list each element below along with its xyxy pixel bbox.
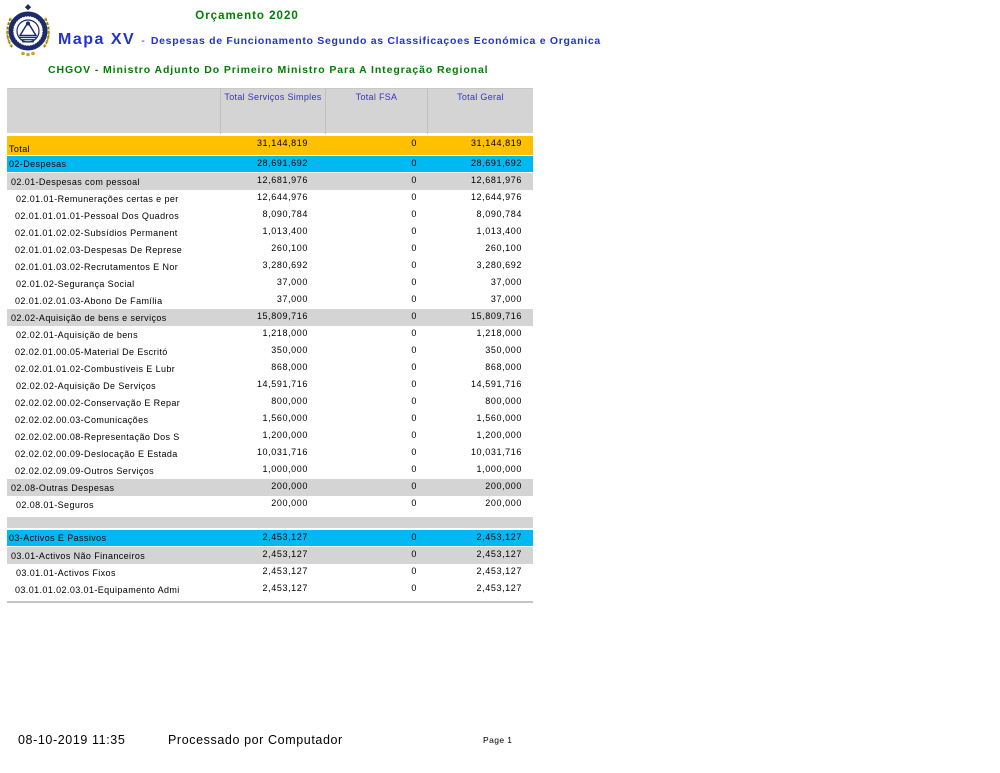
column-header-total-geral: Total Geral [427, 89, 533, 134]
row-value: 1,218,000 [262, 328, 308, 338]
row-value: 200,000 [485, 498, 522, 508]
row-label: 02.01.02.01.03-Abono De Família [15, 296, 163, 306]
row-value: 1,560,000 [262, 413, 308, 423]
row-value: 200,000 [271, 481, 308, 491]
row-label: 02.02.01.00.05-Material De Escritó [15, 347, 168, 357]
row-label: 02.08.01-Seguros [16, 500, 94, 510]
table-row [7, 241, 533, 258]
table-row [7, 428, 533, 445]
row-value: 0 [411, 345, 417, 355]
row-value: 10,031,716 [256, 447, 308, 457]
row-value: 0 [411, 379, 417, 389]
row-label: 02.01.01.02.03-Despesas De Represe [15, 245, 183, 255]
row-value: 37,000 [490, 294, 522, 304]
row-value: 28,691,692 [256, 158, 308, 168]
organization-subtitle: CHGOV - Ministro Adjunto Do Primeiro Ministro Para A Integração Regional [48, 64, 489, 76]
row-value: 31,144,819 [470, 138, 522, 148]
row-value: 1,218,000 [476, 328, 522, 338]
row-value: 15,809,716 [470, 311, 522, 321]
row-value: 8,090,784 [262, 209, 308, 219]
row-value: 260,100 [485, 243, 522, 253]
row-label: 02.01.02-Segurança Social [16, 279, 135, 289]
row-value: 2,453,127 [262, 566, 308, 576]
row-value: 200,000 [271, 498, 308, 508]
row-value: 0 [411, 566, 417, 576]
row-value: 14,591,716 [470, 379, 522, 389]
row-value: 2,453,127 [262, 532, 308, 542]
row-value: 1,200,000 [476, 430, 522, 440]
row-label: 02.02.02.00.02-Conservação E Repar [15, 398, 181, 408]
row-value: 1,013,400 [476, 226, 522, 236]
row-value: 0 [411, 260, 417, 270]
row-label: 03.01.01-Activos Fixos [16, 568, 116, 578]
table-row [7, 377, 533, 394]
table-row [7, 190, 533, 207]
table-rows [7, 136, 533, 603]
row-value: 12,644,976 [470, 192, 522, 202]
row-value: 0 [411, 549, 417, 559]
row-label: 02.02.02.00.09-Deslocação E Estada [15, 449, 178, 459]
row-label: Total [9, 144, 31, 154]
row-value: 0 [411, 464, 417, 474]
row-value: 868,000 [271, 362, 308, 372]
budget-table [7, 88, 533, 603]
row-label: 02.02.02-Aquisição De Serviços [16, 381, 157, 391]
table-row [7, 530, 533, 546]
row-label: 02.01.01.03.02-Recrutamentos E Nor [15, 262, 179, 272]
table-row [7, 479, 533, 496]
row-value: 350,000 [485, 345, 522, 355]
row-value: 0 [411, 243, 417, 253]
table-row [7, 496, 533, 513]
row-label: 02.02.02.00.08-Representação Dos S [15, 432, 180, 442]
table-header [7, 88, 533, 133]
table-row [7, 275, 533, 292]
table-row [7, 136, 533, 155]
row-value: 0 [411, 138, 417, 148]
row-value: 14,591,716 [256, 379, 308, 389]
table-row [7, 156, 533, 172]
row-label: 02.02.02.09.09-Outros Serviços [15, 466, 155, 476]
row-value: 8,090,784 [476, 209, 522, 219]
map-subtitle: Despesas de Funcionamento Segundo as Classificaçoes Económica e Organica [150, 35, 601, 47]
row-value: 3,280,692 [476, 260, 522, 270]
row-value: 10,031,716 [470, 447, 522, 457]
table-row [7, 343, 533, 360]
row-value: 1,000,000 [262, 464, 308, 474]
row-value: 0 [411, 277, 417, 287]
row-value: 0 [411, 192, 417, 202]
table-row [7, 258, 533, 275]
row-value: 868,000 [485, 362, 522, 372]
row-value: 200,000 [485, 481, 522, 491]
row-value: 0 [411, 396, 417, 406]
row-value: 15,809,716 [256, 311, 308, 321]
table-row [7, 292, 533, 309]
row-value: 350,000 [271, 345, 308, 355]
row-value: 0 [411, 430, 417, 440]
column-header-total-servicos-simples: Total Serviços Simples [220, 89, 325, 134]
table-row [7, 547, 533, 564]
row-label: 02.02.01.01.02-Combustíveis E Lubr [15, 364, 176, 374]
row-value: 1,560,000 [476, 413, 522, 423]
row-value: 3,280,692 [262, 260, 308, 270]
row-value: 2,453,127 [262, 549, 308, 559]
table-spacer [7, 517, 533, 528]
row-label: 03.01.01.02.03.01-Equipamento Admi [15, 585, 180, 595]
row-label: 02.02.02.00.03-Comunicações [15, 415, 149, 425]
row-value: 2,453,127 [476, 583, 522, 593]
row-label: 02.01.01.02.02-Subsídios Permanent [15, 228, 178, 238]
footer-page-number: Page 1 [483, 735, 513, 745]
row-value: 0 [411, 311, 417, 321]
row-value: 0 [411, 532, 417, 542]
row-value: 260,100 [271, 243, 308, 253]
table-row [7, 207, 533, 224]
row-value: 0 [411, 328, 417, 338]
page-title: Orçamento 2020 [195, 10, 299, 22]
row-value: 0 [411, 447, 417, 457]
table-rule [7, 601, 533, 603]
table-row [7, 360, 533, 377]
row-value: 0 [411, 413, 417, 423]
map-title-separator: - [141, 35, 145, 47]
row-value: 28,691,692 [470, 158, 522, 168]
row-value: 12,681,976 [470, 175, 522, 185]
table-row [7, 309, 533, 326]
row-value: 0 [411, 158, 417, 168]
row-label: 03-Activos E Passivos [9, 533, 107, 543]
row-label: 02.01.01-Remunerações certas e per [16, 194, 179, 204]
row-value: 0 [411, 481, 417, 491]
row-value: 2,453,127 [476, 532, 522, 542]
map-title-line [58, 31, 601, 49]
row-value: 0 [411, 294, 417, 304]
row-label: 02.08-Outras Despesas [11, 483, 115, 493]
row-label: 02.01-Despesas com pessoal [11, 177, 140, 187]
row-value: 0 [411, 362, 417, 372]
table-row [7, 581, 533, 598]
table-row [7, 173, 533, 190]
row-label: 03.01-Activos Não Financeiros [11, 551, 146, 561]
row-value: 1,013,400 [262, 226, 308, 236]
row-value: 37,000 [276, 294, 308, 304]
row-value: 37,000 [490, 277, 522, 287]
footer-processed-label: Processado por Computador [168, 733, 343, 747]
row-label: 02.02.01-Aquisição de bens [16, 330, 138, 340]
column-header-total-fsa: Total FSA [325, 89, 427, 134]
table-row [7, 411, 533, 428]
row-value: 1,000,000 [476, 464, 522, 474]
row-value: 2,453,127 [476, 566, 522, 576]
table-row [7, 462, 533, 479]
row-label: 02.01.01.01.01-Pessoal Dos Quadros [15, 211, 180, 221]
row-value: 800,000 [485, 396, 522, 406]
table-row [7, 564, 533, 581]
row-value: 0 [411, 498, 417, 508]
map-number: Mapa XV [58, 31, 136, 48]
row-value: 0 [411, 226, 417, 236]
row-value: 2,453,127 [262, 583, 308, 593]
table-row [7, 445, 533, 462]
row-value: 12,681,976 [256, 175, 308, 185]
row-value: 1,200,000 [262, 430, 308, 440]
footer-datetime: 08-10-2019 11:35 [18, 733, 126, 747]
table-row [7, 224, 533, 241]
row-label: 02.02-Aquisição de bens e serviços [11, 313, 167, 323]
table-row [7, 326, 533, 343]
row-value: 0 [411, 209, 417, 219]
row-value: 31,144,819 [256, 138, 308, 148]
row-value: 0 [411, 583, 417, 593]
row-value: 0 [411, 175, 417, 185]
table-row [7, 394, 533, 411]
row-value: 2,453,127 [476, 549, 522, 559]
row-value: 12,644,976 [256, 192, 308, 202]
row-value: 37,000 [276, 277, 308, 287]
row-value: 800,000 [271, 396, 308, 406]
row-label: 02-Despesas [9, 159, 67, 169]
